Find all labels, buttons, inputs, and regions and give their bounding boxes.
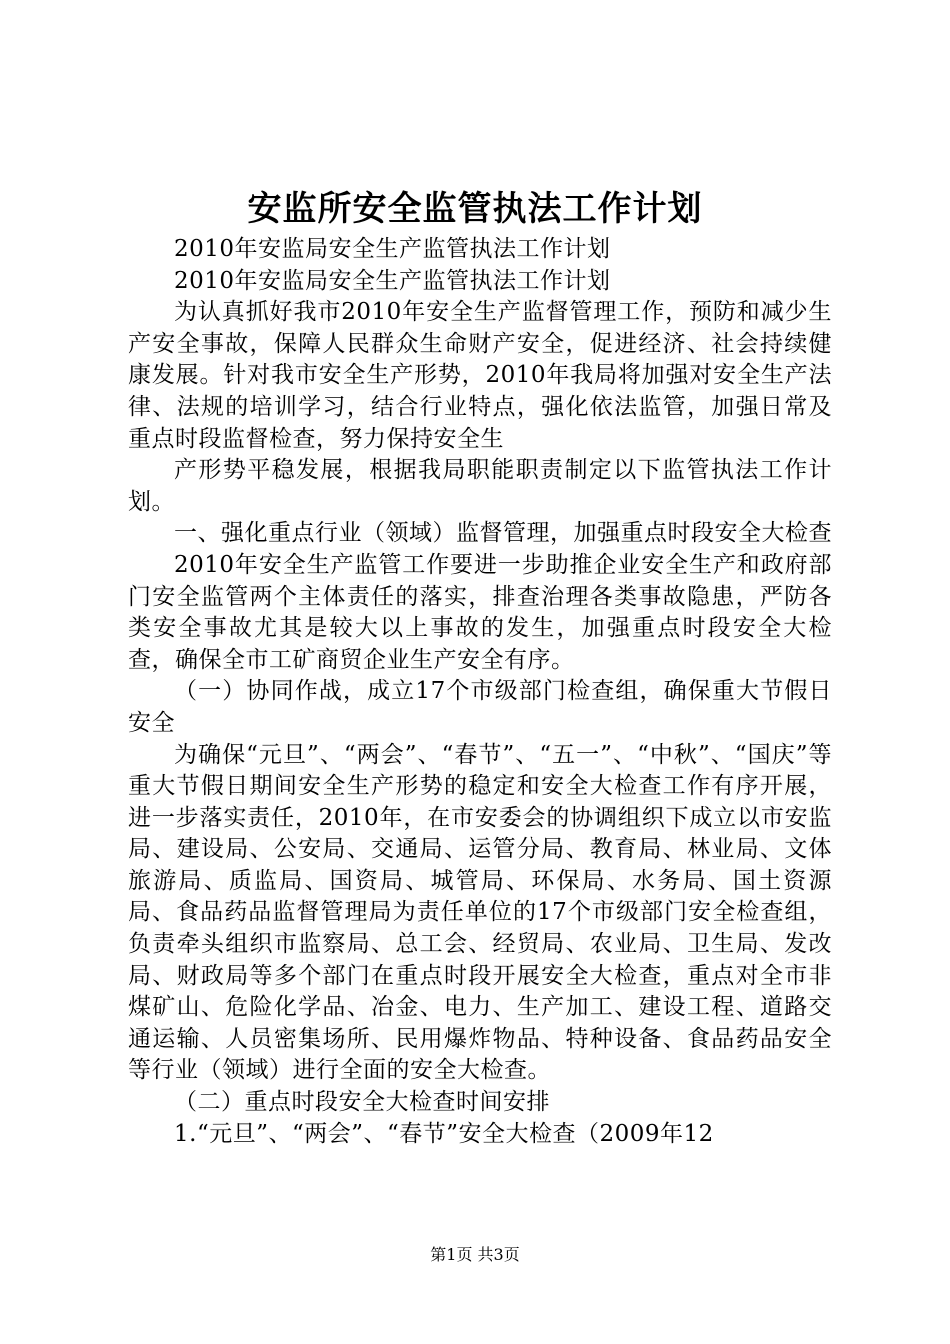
page-indicator: 第1页 共3页	[430, 1245, 520, 1264]
paragraph-section-1: 2010年安全生产监管工作要进一步助推企业安全生产和政府部门安全监管两个主体责任的落实，排查治理各类事故隐患，严防各类安全事故尤其是较大以上事故的发生，加强重点时段安全大检查，确保全市工矿商贸企业生产安全有序。	[128, 551, 832, 673]
paragraph-intro: 为认真抓好我市2010年安全生产监督管理工作，预防和减少生产安全事故，保障人民群众生命财产安全，促进经济、社会持续健康发展。针对我市安全生产形势，2010年我局将加强对安全生产法律、法规的培训学习，结合行业特点，强化依法监管，加强日常及重点时段监督检查，努力保持安全生	[128, 299, 832, 452]
paragraph-intro-continued: 产形势平稳发展，根据我局职能职责制定以下监管执法工作计划。	[128, 457, 832, 515]
paragraph-subsection-1: 为确保“元旦”、“两会”、“春节”、“五一”、“中秋”、“国庆”等重大节假日期间安全生产形势的稳定和安全大检查工作有序开展，进一步落实责任，2010年，在市安委会的协调组织下成立以市安监局、建设局、公安局、交通局、运管分局、教育局、林业局、文体旅游局、质监局、国资局、城管局、环保局、水务局、国土资源局、食品药品监督管理局为责任单位的17个市级部门安全检查组，负责牵头组织市监察局、总工会、经贸局、农业局、卫生局、发改局、财政局等多个部门在重点时段开展安全大检查，重点对全市非煤矿山、危险化学品、冶金、电力、生产加工、建设工程、道路交通运输、人员密集场所、民用爆炸物品、特种设备、食品药品安全等行业（领域）进行全面的安全大检查。	[128, 741, 832, 1084]
paragraph-subtitle-1: 2010年安监局安全生产监管执法工作计划	[174, 236, 611, 262]
paragraph-item-1: 1.“元旦”、“两会”、“春节”安全大检查（2009年12	[174, 1120, 714, 1147]
paragraph-subtitle-2: 2010年安监局安全生产监管执法工作计划	[174, 267, 611, 294]
subsection-heading-2: （二）重点时段安全大检查时间安排	[174, 1089, 550, 1116]
document-body	[128, 234, 832, 1150]
section-heading-1: 一、强化重点行业（领域）监督管理，加强重点时段安全大检查	[174, 520, 832, 547]
subsection-heading-1: （一）协同作战，成立17个市级部门检查组，确保重大节假日安全	[128, 678, 832, 736]
document-title: 安监所安全监管执法工作计划	[247, 189, 703, 229]
